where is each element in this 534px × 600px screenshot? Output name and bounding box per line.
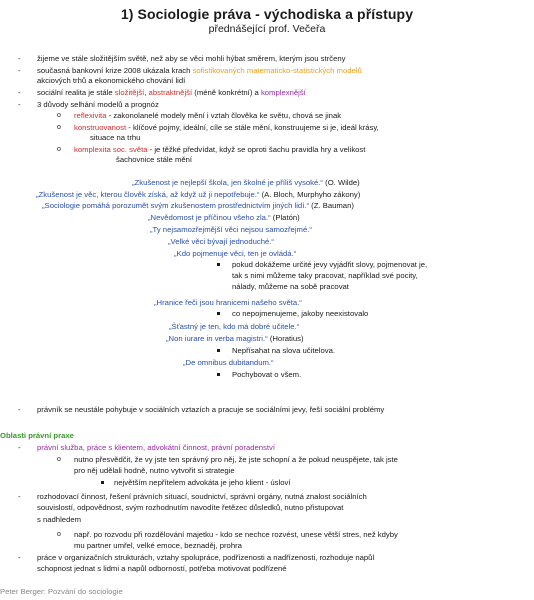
- bullet-dash: -: [18, 443, 21, 452]
- bullet-dash: -: [18, 88, 21, 97]
- text-run: - klíčové pojmy, ideální, cíle se stále mění, konstruujeme si je, ideál krásy,: [126, 123, 379, 132]
- sub-list-item: nutno přesvědčit, že vy jste ten správný pro něj, že jste schopní a že pokud neuspějete, tak jste: [74, 455, 398, 464]
- bullet-square: [101, 481, 104, 484]
- sub-list-item-continuation: situace na trhu: [90, 133, 141, 142]
- sub-sub-list-item: největším nepřítelem advokáta je jeho klient - úsloví: [114, 478, 291, 487]
- quote-text: „Velké věci bývají jednoduché.“: [168, 237, 274, 246]
- bullet-square: [217, 349, 220, 352]
- bullet-circle: o: [57, 531, 61, 538]
- list-item-continuation: s nadhledem: [37, 515, 82, 524]
- quote-note-continuation: nálady, můžeme na sobě pracovat: [232, 282, 349, 291]
- quote-line: [166, 334, 304, 343]
- quote-text: „Šťastný je ten, kdo má dobré učitele.“: [169, 322, 300, 331]
- quote-note: Pochybovat o všem.: [232, 370, 302, 379]
- quote-note-continuation: tak s nimi můžeme taky pracovat, například své pocity,: [232, 271, 418, 280]
- highlight-text: komplexita soc. světa: [74, 145, 148, 154]
- list-item: rozhodovací činnost, řešení právních situací, soudnictví, správní orgány, nutná znalost sociálních: [37, 492, 367, 501]
- highlight-text: složitější: [114, 88, 145, 97]
- bullet-circle: o: [57, 112, 61, 119]
- quote-author: (Platón): [270, 213, 300, 222]
- highlight-text: abstraktnější: [148, 88, 193, 97]
- quote-text: „Kdo pojmenuje věci, ten je ovládá.“: [174, 249, 297, 258]
- bullet-circle: o: [57, 456, 61, 463]
- quote-author: (O. Wilde): [323, 178, 360, 187]
- quote-note: pokud dokážeme určité jevy vyjádřit slovy, pojmenovat je,: [232, 260, 428, 269]
- quote-line: [42, 201, 354, 210]
- bullet-square: [217, 312, 220, 315]
- quote-text: „Zkušenost je věc, kterou člověk získá, až když už ji nepotřebuje.“: [36, 190, 260, 199]
- text-run: (méně konkrétní) a: [192, 88, 261, 97]
- bullet-dash: -: [18, 54, 21, 63]
- quote-text: „De omnibus dubitandum.“: [183, 358, 274, 367]
- bullet-square: [217, 263, 220, 266]
- page-title: 1) Sociologie práva - východiska a přístupy: [120, 6, 414, 22]
- bullet-circle: o: [57, 146, 61, 153]
- bullet-dash: -: [18, 405, 21, 414]
- sub-list-item-continuation: mu partner umřel, velké emoce, beznaděj, prohra: [74, 541, 242, 550]
- list-item-continuation: akciových trhů a ekonomického chování lidí: [37, 76, 186, 85]
- text-run: současná bankovní krize 2008 ukázala krach: [37, 66, 193, 75]
- footer-source: Peter Berger: Pozvání do sociologie: [0, 587, 123, 596]
- text-run: - zakonolanelé modely mění i vztah člověka ke světu, chová se jinak: [106, 111, 342, 120]
- list-item: právní služba, práce s klientem, advokátní činnost, právní poradenství: [37, 443, 276, 452]
- bullet-dash: -: [18, 66, 21, 75]
- quote-text: „Hranice řeči jsou hranicemi našeho světa.“: [154, 298, 302, 307]
- sub-list-item-continuation: pro něj udělali hodně, nutno vytvořit si strategie: [74, 466, 235, 475]
- quote-text: „Nevědomost je příčinou všeho zla.“: [148, 213, 271, 222]
- sub-list-item: [74, 111, 341, 120]
- bullet-dash: -: [18, 492, 21, 501]
- page-subtitle: přednášející prof. Večeřa: [208, 23, 326, 35]
- quote-text: „Non iurare in verba magistri.“: [166, 334, 268, 343]
- quote-author: (Z. Bauman): [309, 201, 354, 210]
- quote-text: „Zkušenost je nejlepší škola, jen školné je příliš vysoké.“: [132, 178, 323, 187]
- section-heading: Oblasti právní praxe: [0, 431, 74, 440]
- bullet-circle: o: [57, 124, 61, 131]
- sub-list-item-continuation: šachovnice stále mění: [116, 155, 193, 164]
- bullet-dash: -: [18, 553, 21, 562]
- list-item: práce v organizačních strukturách, vztahy spolupráce, podřízenosti a nadřízenosti, rozhoduje napůl: [37, 553, 375, 562]
- sub-list-item: [74, 123, 379, 132]
- sub-list-item: [74, 145, 365, 154]
- highlight-text: konstruovanost: [74, 123, 127, 132]
- quote-line: [132, 178, 360, 187]
- quote-text: „Ty nejsamozřejmější věci nejsou samozřejmé.“: [150, 225, 312, 234]
- quote-line: [148, 213, 300, 222]
- highlight-text: sofistikovaných matematicko-statistických modelů: [192, 66, 362, 75]
- sub-list-item: např. po rozvodu při rozdělování majetku - kdo se nechce rozvést, unese větší stres, než kdyby: [74, 530, 398, 539]
- text-run: sociální realita je stále: [37, 88, 115, 97]
- quote-author: (Horatius): [267, 334, 304, 343]
- quote-note: co nepojmenujeme, jakoby neexistovalo: [232, 309, 369, 318]
- highlight-text: reflexivita: [74, 111, 107, 120]
- list-item: právník se neustále pohybuje v sociálních vztazích a pracuje se sociálními jevy, řeší sociální problémy: [37, 405, 385, 414]
- list-item: 3 důvody selhání modelů a prognóz: [37, 100, 159, 109]
- highlight-text: komplexnější: [260, 88, 306, 97]
- bullet-dash: -: [18, 100, 21, 109]
- bullet-square: [217, 373, 220, 376]
- list-item: žijeme ve stále složitějším světě, než aby se věci mohli hýbat směrem, kterým jsou strčeny: [37, 54, 346, 63]
- quote-line: [36, 190, 360, 199]
- list-item: [37, 66, 362, 75]
- text-run: ,: [144, 88, 149, 97]
- quote-author: (A. Bloch, Murphyho zákony): [259, 190, 361, 199]
- quote-note: Nepřísahat na slova učitelova.: [232, 346, 335, 355]
- quote-text: „Sociologie pomáhá porozumět svým zkušenostem prostřednictvím jiných lidí.“: [42, 201, 310, 210]
- list-item-continuation: schopnost jednat s lidmi a napůl odborností, potřeba motivovat podřízené: [37, 564, 287, 573]
- list-item: [37, 88, 306, 97]
- text-run: - je těžké předvídat, když se oproti šachu pravidla hry a velikost: [147, 145, 366, 154]
- list-item-continuation: souvislostí, odpovědnost, svým rozhodnutím navodíte řetězec důsledků, nutno přistupovat: [37, 503, 344, 512]
